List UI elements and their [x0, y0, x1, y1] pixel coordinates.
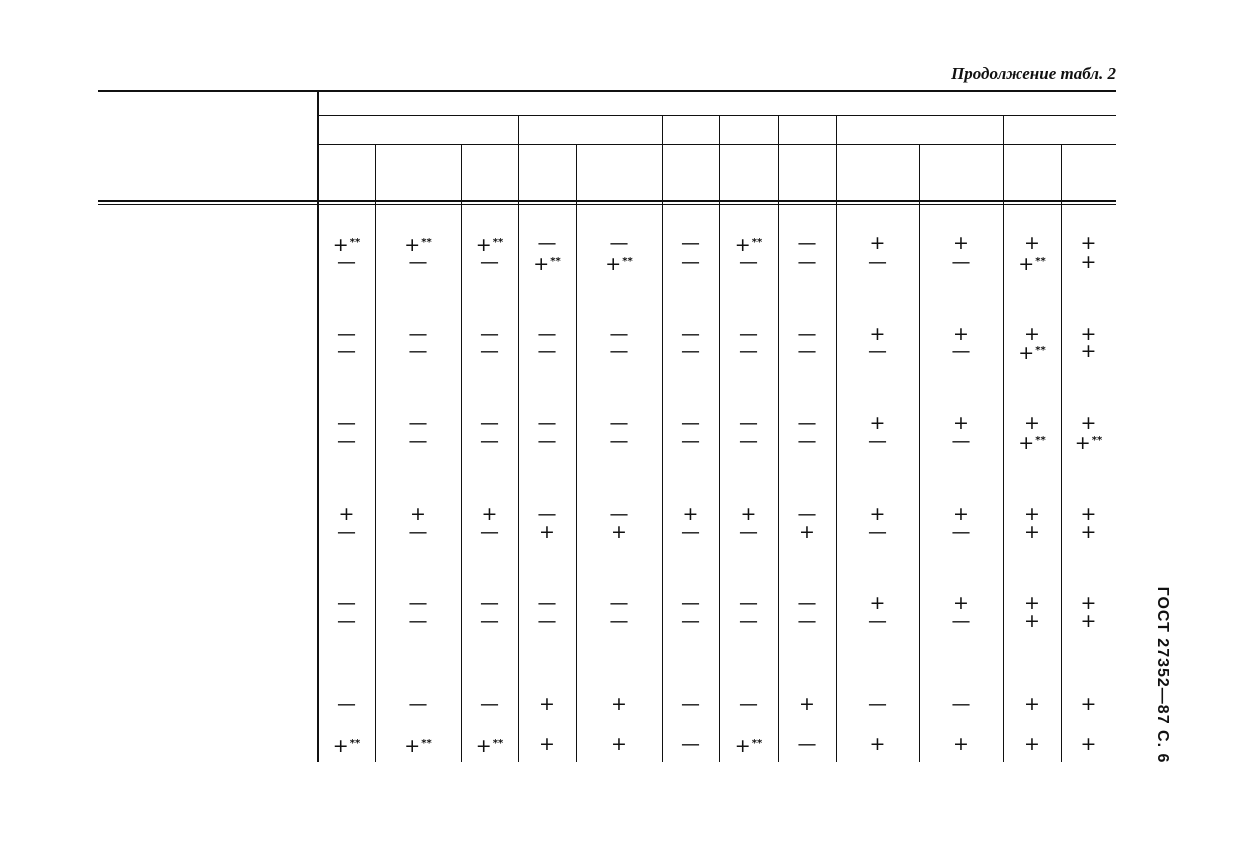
- cell-mark: —: [681, 592, 700, 614]
- cell-mark: —: [739, 693, 758, 715]
- cell-mark: +**: [1018, 253, 1046, 275]
- cell-mark: +: [1024, 610, 1040, 632]
- column-rule: [1003, 115, 1004, 762]
- cell-mark: +: [953, 733, 969, 755]
- cell-mark: —: [337, 340, 356, 362]
- header-bottom-rule-2: [98, 204, 1116, 205]
- cell-mark: +: [338, 503, 355, 525]
- column-rule: [461, 144, 462, 762]
- cell-mark: —: [868, 340, 887, 362]
- cell-mark: +: [1024, 693, 1040, 715]
- cell-mark: —: [739, 251, 758, 273]
- footnote-mark: **: [492, 738, 504, 749]
- footnote-mark: **: [622, 256, 633, 267]
- cell-mark: —: [739, 323, 758, 345]
- continuation-title: Продолжение табл. 2: [951, 64, 1116, 83]
- footnote-mark: **: [421, 738, 432, 749]
- cell-mark: —: [868, 521, 887, 543]
- cell-mark: —: [408, 430, 428, 452]
- cell-mark: +**: [533, 253, 561, 275]
- cell-mark: —: [797, 430, 817, 452]
- cell-mark: +: [1080, 592, 1097, 614]
- cell-mark: +: [953, 412, 969, 434]
- footnote-mark: **: [1091, 435, 1103, 446]
- cell-mark: +: [799, 521, 815, 543]
- cell-mark: +: [1080, 693, 1097, 715]
- cell-mark: —: [408, 340, 428, 362]
- cell-mark: —: [480, 430, 499, 452]
- cell-mark: +: [1024, 503, 1040, 525]
- cell-mark: +: [1024, 232, 1040, 254]
- cell-mark: +: [1080, 251, 1097, 273]
- type-group-rule: [318, 115, 1116, 116]
- cell-mark: +**: [404, 234, 432, 256]
- cell-mark: +: [953, 323, 969, 345]
- cell-mark: —: [609, 232, 629, 254]
- cell-mark: —: [480, 251, 499, 273]
- header-bottom-rule: [98, 200, 1116, 202]
- cell-mark: +**: [332, 234, 361, 256]
- cell-mark: —: [537, 412, 557, 434]
- cell-mark: —: [408, 323, 428, 345]
- cell-mark: —: [537, 232, 557, 254]
- footnote-mark: **: [1035, 256, 1046, 267]
- cell-mark: —: [739, 430, 758, 452]
- cell-mark: +: [611, 693, 627, 715]
- cell-mark: +: [539, 733, 555, 755]
- cell-mark: —: [951, 251, 971, 273]
- table-top-rule: [98, 90, 1116, 92]
- footnote-mark: **: [550, 256, 561, 267]
- cell-mark: —: [797, 592, 817, 614]
- cell-mark: —: [951, 693, 971, 715]
- cell-mark: —: [739, 610, 758, 632]
- cell-mark: —: [337, 323, 356, 345]
- cell-mark: +: [1024, 412, 1040, 434]
- cell-mark: —: [480, 323, 499, 345]
- cell-mark: —: [681, 521, 700, 543]
- cell-mark: —: [739, 592, 758, 614]
- cell-mark: —: [797, 412, 817, 434]
- column-rule: [1061, 144, 1062, 762]
- column-rule: [518, 115, 519, 762]
- column-rule: [662, 115, 663, 762]
- cell-mark: —: [797, 232, 817, 254]
- cell-mark: —: [337, 251, 356, 273]
- cell-mark: —: [480, 592, 499, 614]
- cell-mark: —: [337, 693, 356, 715]
- cell-mark: +: [869, 592, 886, 614]
- cell-mark: +: [869, 323, 886, 345]
- cell-mark: +: [953, 592, 969, 614]
- footnote-mark: **: [1035, 345, 1046, 356]
- cell-mark: —: [797, 610, 817, 632]
- cell-mark: —: [681, 251, 700, 273]
- cell-mark: +**: [404, 735, 432, 757]
- cell-mark: —: [951, 340, 971, 362]
- cell-mark: —: [337, 430, 356, 452]
- cell-mark: +**: [605, 253, 633, 275]
- footnote-mark: **: [349, 738, 361, 749]
- cell-mark: +: [1080, 232, 1097, 254]
- cell-mark: —: [537, 323, 557, 345]
- cell-mark: —: [408, 412, 428, 434]
- column-rule: [375, 144, 376, 762]
- cell-mark: —: [681, 323, 700, 345]
- cell-mark: —: [951, 430, 971, 452]
- cell-mark: —: [480, 610, 499, 632]
- cell-mark: +**: [475, 234, 504, 256]
- name-column-rule: [317, 90, 319, 762]
- cell-mark: +: [1080, 503, 1097, 525]
- cell-mark: —: [408, 521, 428, 543]
- cell-mark: —: [797, 733, 817, 755]
- footnote-mark: **: [1035, 435, 1046, 446]
- cell-mark: +: [481, 503, 498, 525]
- cell-mark: —: [337, 592, 356, 614]
- cell-mark: +: [869, 412, 886, 434]
- column-rule: [719, 115, 720, 762]
- cell-mark: —: [868, 251, 887, 273]
- cell-mark: —: [797, 323, 817, 345]
- cell-mark: —: [681, 412, 700, 434]
- cell-mark: +: [740, 503, 757, 525]
- cell-mark: —: [537, 340, 557, 362]
- column-rule: [778, 115, 779, 762]
- cell-mark: —: [537, 430, 557, 452]
- cell-mark: —: [609, 412, 629, 434]
- cell-mark: +**: [1018, 342, 1046, 364]
- cell-mark: +: [1080, 521, 1097, 543]
- footnote-mark: **: [492, 237, 504, 248]
- cell-mark: +: [869, 733, 886, 755]
- cell-mark: —: [797, 340, 817, 362]
- cell-mark: —: [681, 430, 700, 452]
- cell-mark: +: [539, 521, 555, 543]
- cell-mark: —: [537, 592, 557, 614]
- cell-mark: —: [609, 592, 629, 614]
- cell-mark: +: [1080, 412, 1097, 434]
- cell-mark: —: [337, 412, 356, 434]
- cell-mark: —: [609, 503, 629, 525]
- cell-mark: —: [609, 323, 629, 345]
- cell-mark: —: [797, 251, 817, 273]
- cell-mark: +**: [332, 735, 361, 757]
- cell-mark: +: [1080, 610, 1097, 632]
- column-rule: [919, 144, 920, 762]
- cell-mark: —: [868, 610, 887, 632]
- group-rule: [318, 144, 1116, 145]
- cell-mark: +: [539, 693, 555, 715]
- cell-mark: —: [480, 693, 499, 715]
- cell-mark: —: [951, 521, 971, 543]
- cell-mark: —: [337, 610, 356, 632]
- cell-mark: —: [681, 340, 700, 362]
- cell-mark: +: [953, 232, 969, 254]
- cell-mark: —: [480, 521, 499, 543]
- cell-mark: —: [868, 693, 887, 715]
- cell-mark: —: [681, 733, 700, 755]
- cell-mark: —: [337, 521, 356, 543]
- column-rule: [836, 115, 837, 762]
- cell-mark: —: [739, 412, 758, 434]
- cell-mark: +**: [1074, 432, 1103, 454]
- cell-mark: —: [797, 503, 817, 525]
- cell-mark: —: [480, 340, 499, 362]
- cell-mark: —: [609, 610, 629, 632]
- cell-mark: +: [1024, 323, 1040, 345]
- cell-mark: —: [609, 430, 629, 452]
- cell-mark: +: [869, 503, 886, 525]
- cell-mark: +: [410, 503, 426, 525]
- cell-mark: +: [1024, 592, 1040, 614]
- cell-mark: —: [480, 412, 499, 434]
- footnote-mark: **: [751, 237, 763, 248]
- cell-mark: +: [1080, 733, 1097, 755]
- cell-mark: —: [408, 592, 428, 614]
- cell-mark: +: [1024, 521, 1040, 543]
- cell-mark: +**: [475, 735, 504, 757]
- cell-mark: —: [739, 340, 758, 362]
- cell-mark: —: [951, 610, 971, 632]
- cell-mark: —: [609, 340, 629, 362]
- cell-mark: —: [408, 693, 428, 715]
- cell-mark: —: [408, 610, 428, 632]
- cell-mark: +: [611, 733, 627, 755]
- cell-mark: +: [799, 693, 815, 715]
- cell-mark: +: [1080, 340, 1097, 362]
- footnote-mark: **: [751, 738, 763, 749]
- cell-mark: —: [681, 693, 700, 715]
- cell-mark: —: [537, 610, 557, 632]
- cell-mark: +: [1024, 733, 1040, 755]
- cell-mark: —: [868, 430, 887, 452]
- footnote-mark: **: [421, 237, 432, 248]
- cell-mark: —: [681, 232, 700, 254]
- cell-mark: +: [869, 232, 886, 254]
- cell-mark: +: [953, 503, 969, 525]
- cell-mark: —: [537, 503, 557, 525]
- cell-mark: +**: [734, 735, 763, 757]
- cell-mark: +: [682, 503, 699, 525]
- gost-page-label: ГОСТ 27352—87 С. 6: [1154, 586, 1171, 764]
- cell-mark: +: [611, 521, 627, 543]
- cell-mark: +**: [734, 234, 763, 256]
- cell-mark: —: [408, 251, 428, 273]
- cell-mark: +: [1080, 323, 1097, 345]
- cell-mark: —: [739, 521, 758, 543]
- footnote-mark: **: [349, 237, 361, 248]
- column-rule: [576, 144, 577, 762]
- cell-mark: —: [681, 610, 700, 632]
- cell-mark: +**: [1018, 432, 1046, 454]
